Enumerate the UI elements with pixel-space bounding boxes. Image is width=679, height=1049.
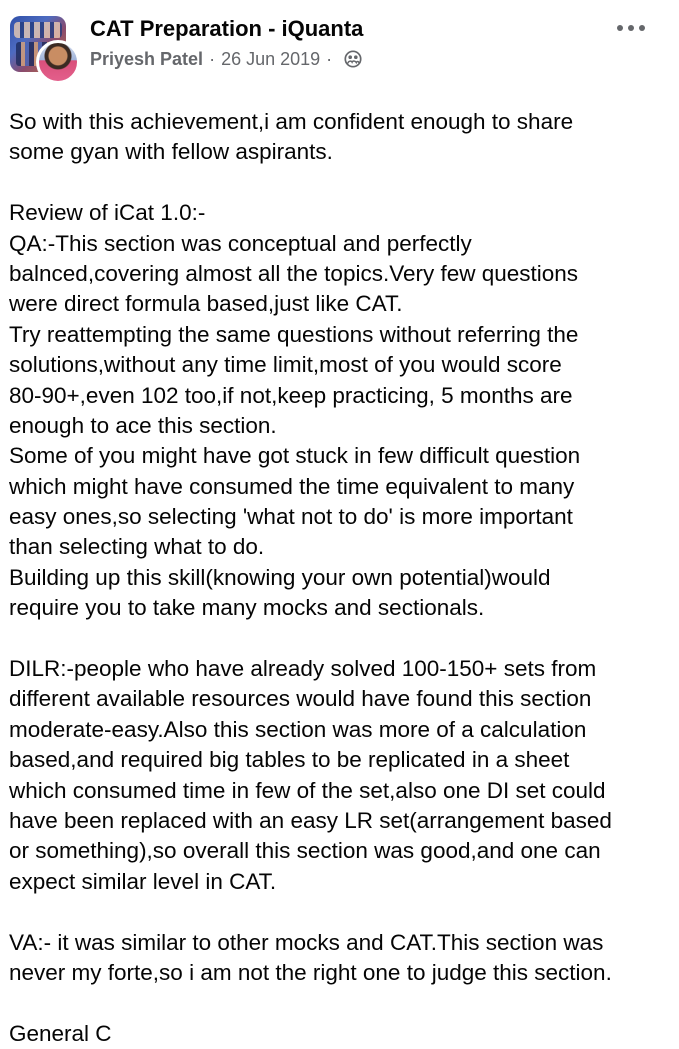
- post-text-line: enough to ace this section.: [9, 412, 277, 438]
- post-text-line: which consumed time in few of the set,also one DI set could: [9, 777, 606, 803]
- post-text-line: Building up this skill(knowing your own potential)would: [9, 564, 551, 590]
- post-text-line: which might have consumed the time equivalent to many: [9, 473, 575, 499]
- post-text-line: QA:-This section was conceptual and perfectly: [9, 230, 472, 256]
- post-header-text: [90, 16, 590, 70]
- blank-line: [9, 988, 669, 1018]
- post-text-line: some gyan with fellow aspirants.: [9, 139, 333, 165]
- post-text-line: easy ones,so selecting 'what not to do' is more important: [9, 504, 573, 530]
- post-text-line: moderate-easy.Also this section was more of a calculation: [9, 716, 587, 742]
- post-text-line: 80-90+,even 102 too,if not,keep practicing, 5 months are: [9, 382, 573, 408]
- post-text-line: DILR:-people who have already solved 100-150+ sets from: [9, 656, 597, 682]
- post-text-line: balnced,covering almost all the topics.Very few questions: [9, 260, 579, 286]
- blank-line: [9, 897, 669, 927]
- post-text-line: expect similar level in CAT.: [9, 868, 277, 894]
- meta-separator: ·: [326, 49, 333, 69]
- post-date[interactable]: 26 Jun 2019: [221, 49, 321, 69]
- more-options-icon: [612, 18, 650, 38]
- post-body: [9, 107, 669, 1049]
- post-text-line: different available resources would have found this section: [9, 686, 592, 712]
- post-text-line: Some of you might have got stuck in few difficult question: [9, 443, 581, 469]
- post-text-line: never my forte,so i am not the right one to judge this section.: [9, 959, 612, 985]
- more-options-button[interactable]: [612, 18, 650, 38]
- post-text-line: VA:- it was similar to other mocks and CAT.This section was: [9, 929, 604, 955]
- post-header: [0, 0, 679, 96]
- post-text-line: General C: [9, 1020, 112, 1046]
- post-text-line: were direct formula based,just like CAT.: [9, 291, 403, 317]
- blank-line: [9, 624, 669, 654]
- post-text-line: solutions,without any time limit,most of you would score: [9, 352, 562, 378]
- meta-separator: ·: [209, 49, 216, 69]
- post-text-line: Try reattempting the same questions without referring the: [9, 321, 579, 347]
- post-text-line: So with this achievement,i am confident enough to share: [9, 109, 574, 134]
- post-text-line: Review of iCat 1.0:-: [9, 200, 206, 226]
- post-meta: [90, 48, 590, 70]
- post-text: [9, 107, 669, 1049]
- group-audience-icon[interactable]: [344, 50, 362, 68]
- author-avatar[interactable]: [36, 40, 80, 84]
- author-name-link[interactable]: Priyesh Patel: [90, 49, 204, 69]
- post-text-line: based,and required big tables to be replicated in a sheet: [9, 747, 570, 773]
- post-text-line: or something),so overall this section was good,and one can: [9, 838, 601, 864]
- group-name-link[interactable]: CAT Preparation - iQuanta: [90, 16, 364, 41]
- post-text-line: have been replaced with an easy LR set(arrangement based: [9, 807, 612, 833]
- post-text-line: than selecting what to do.: [9, 534, 265, 560]
- group-avatar-stack[interactable]: [10, 16, 80, 86]
- blank-line: [9, 168, 669, 198]
- post-text-line: require you to take many mocks and sectionals.: [9, 595, 485, 621]
